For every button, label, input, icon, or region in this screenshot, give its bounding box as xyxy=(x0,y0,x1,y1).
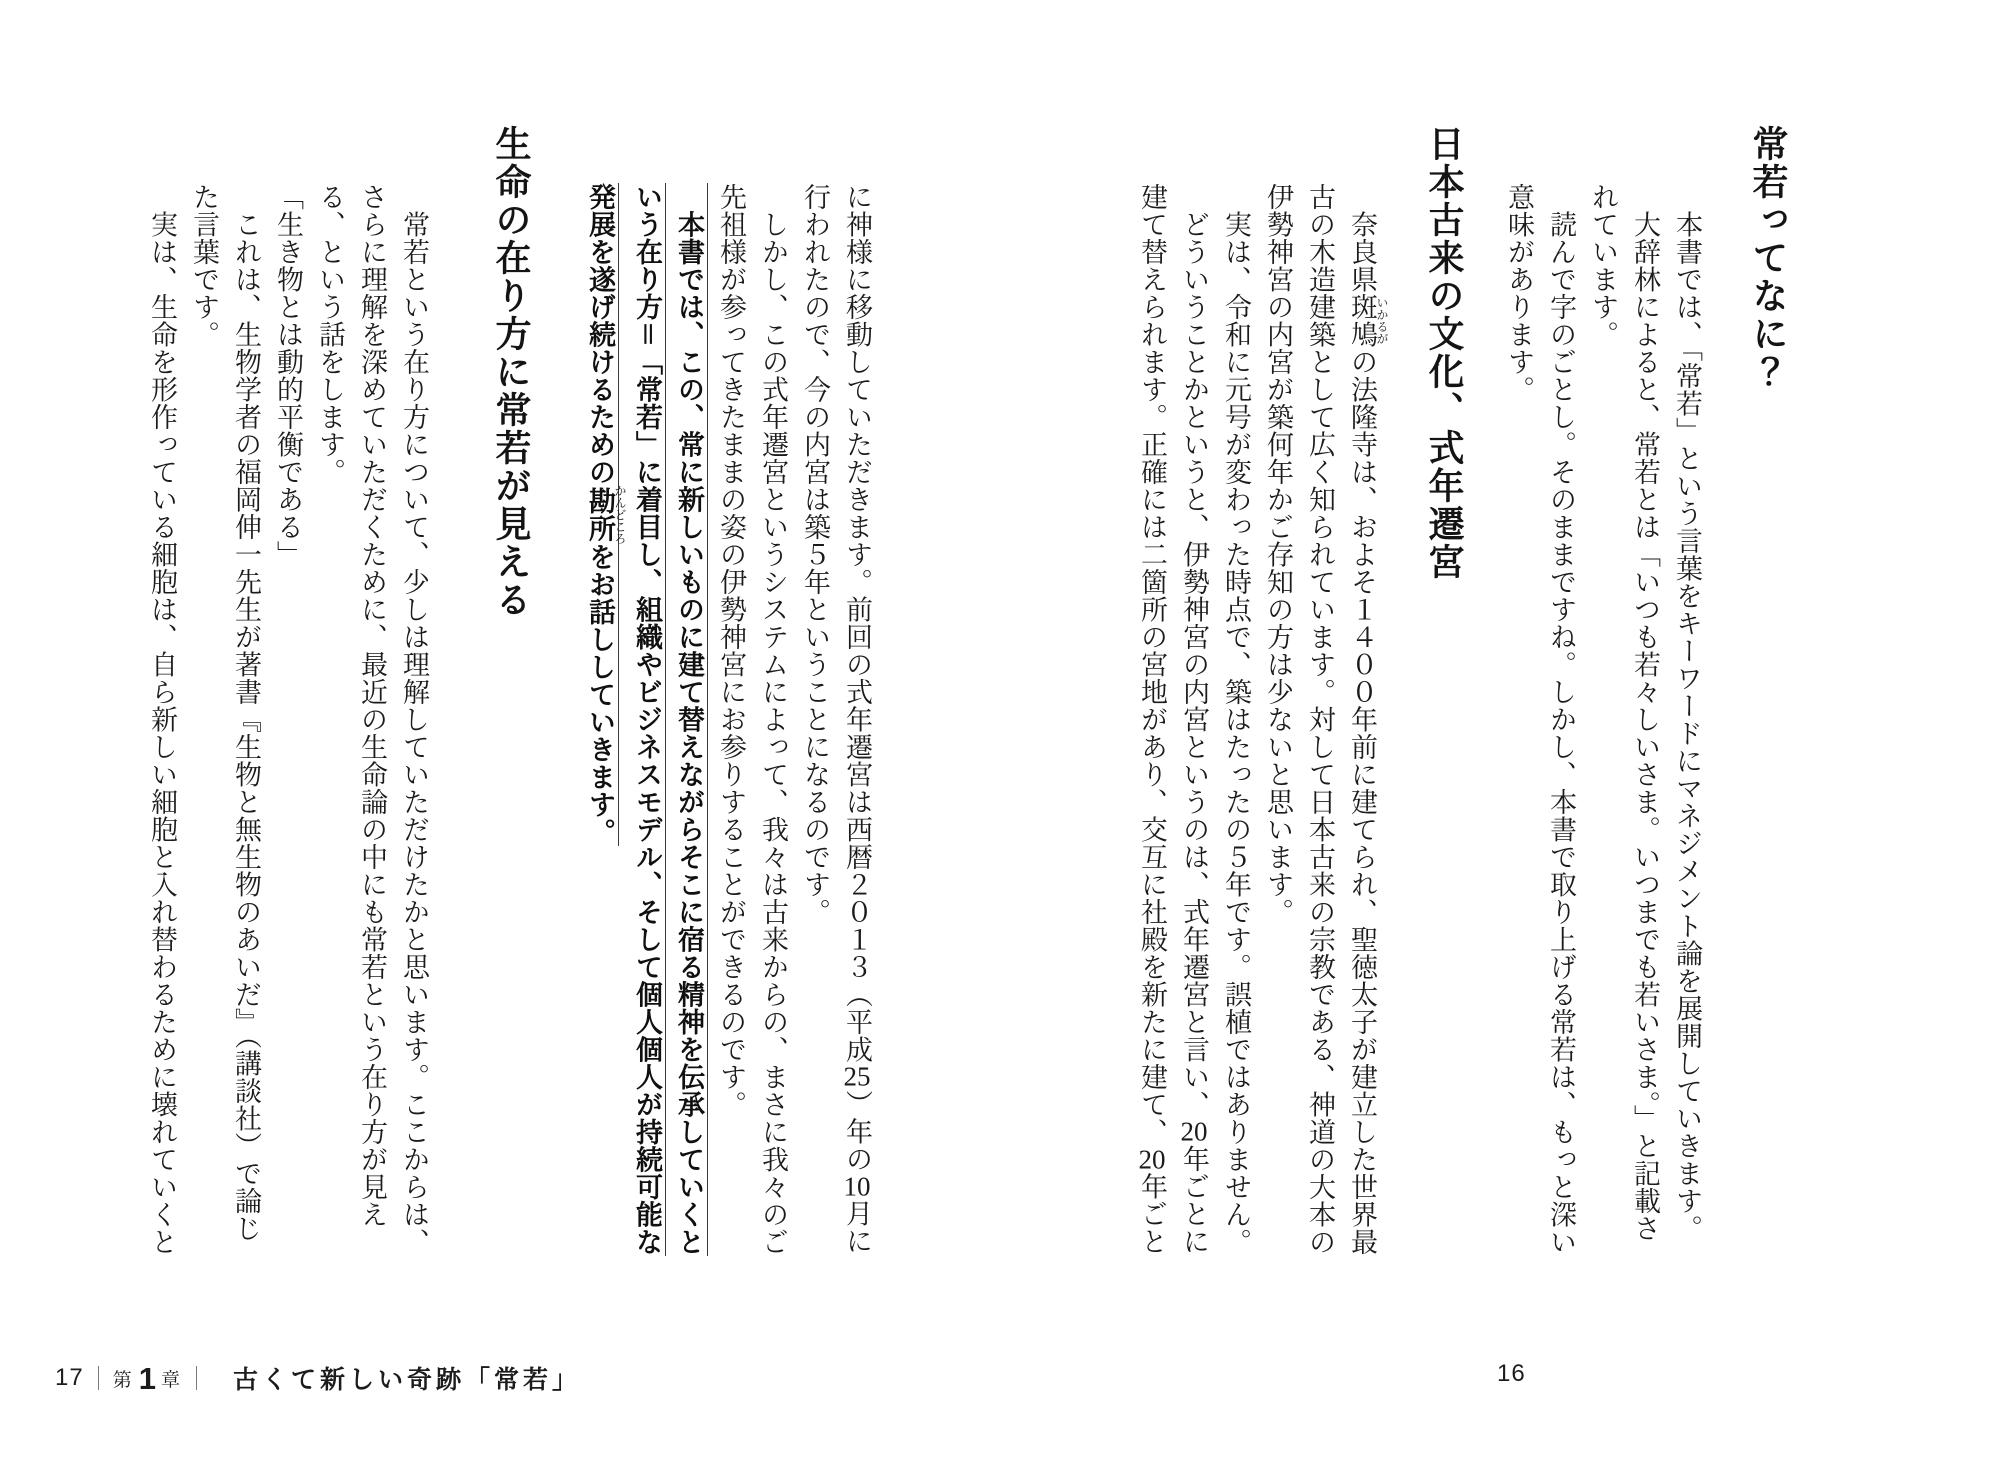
text-column: 先祖様が参ってきたままの姿の伊勢神宮にお参りすることができるのです。 xyxy=(716,183,746,1118)
text-column: 大辞林によると、常若とは「いつも若々しいさま。いつまでも若いさま。」と記載さ xyxy=(1630,183,1660,1242)
text-column: 建て替えられます。正確には二箇所の宮地があり、交互に社殿を新たに建て、20年ごと xyxy=(1137,183,1167,1255)
chapter-label-post: 章 xyxy=(160,1369,182,1391)
text-column: に神様に移動していただきます。前回の式年遷宮は西暦２０１３（平成25）年の10月に xyxy=(842,183,872,1255)
chapter-label-pre: 第 xyxy=(112,1369,134,1391)
text-column: どういうことかというと、伊勢神宮の内宮というのは、式年遷宮と言い、20年ごとに xyxy=(1179,183,1209,1255)
footer-divider xyxy=(196,1366,197,1390)
text-column: 伊勢神宮の内宮が築何年かご存知の方は少ないと思います。 xyxy=(1263,183,1293,926)
text-section-seimei xyxy=(141,183,435,1271)
page-number-left: 17 xyxy=(55,1364,84,1391)
page-right xyxy=(1131,125,1788,1275)
section-heading-tokowaka: 常若ってなに？ xyxy=(1748,125,1789,391)
footer-divider xyxy=(98,1366,99,1390)
text-column: 発展を遂げ続けるための勘所かんどころをお話ししていきます。 xyxy=(585,183,627,846)
text-column: 読んで字のごとし。そのままですね。しかし、本書で取り上げる常若は、もっと深い xyxy=(1546,183,1576,1256)
text-column: 実は、生命を形作っている細胞は、自ら新しい細胞と入れ替わるために壊れていくと xyxy=(147,183,177,1256)
text-column: いう在り方＝「常若」に着目し、組織やビジネスモデル、そして個人個人が持続可能な xyxy=(626,183,668,1271)
text-column: 実は、令和に元号が変わった時点で、築はたったの５年です。誤植ではありません。 xyxy=(1221,183,1251,1256)
text-column: 意味があります。 xyxy=(1504,183,1534,403)
text-column: これは、生物学者の福岡伸一先生が著書『生物と無生物のあいだ』（講談社）で論じ xyxy=(231,183,261,1242)
text-section-continuation xyxy=(579,183,878,1271)
text-column: 本書では、「常若」という言葉をキーワードにマネジメント論を展開していきます。 xyxy=(1672,183,1702,1242)
page-number-right: 16 xyxy=(1497,1360,1526,1387)
page-left xyxy=(141,125,878,1275)
text-column: た言葉です。 xyxy=(189,183,219,348)
text-section-shikinen xyxy=(1131,183,1388,1271)
text-column: 奈良県斑鳩いかるがの法隆寺は、およそ１４００年前に建てられ、聖徳太子が建立した世界最 xyxy=(1347,183,1389,1256)
chapter-title: 古くて新しい奇跡「常若」 xyxy=(232,1366,581,1394)
text-column: 常若という在り方について、少しは理解していただけたかと思います。ここからは、 xyxy=(399,183,429,1256)
chapter-number: 1 xyxy=(138,1360,156,1396)
text-column: れています。 xyxy=(1588,183,1618,348)
text-column: 行われたので、今の内宮は築５年ということになるのです。 xyxy=(800,183,830,926)
text-column: 「生き物とは動的平衡である」 xyxy=(273,183,303,568)
text-column: さらに理解を深めていただくために、最近の生命論の中にも常若という在り方が見え xyxy=(357,183,387,1228)
section-heading-shikinen: 日本古来の文化、式年遷宮 xyxy=(1424,125,1465,581)
text-section-intro xyxy=(1498,183,1708,1271)
text-column: る、という話をします。 xyxy=(315,183,345,486)
text-column: しかし、この式年遷宮というシステムによって、我々は古来からの、まさに我々のご xyxy=(758,183,788,1256)
section-heading-seimei: 生命の在り方に常若が見える xyxy=(491,125,532,619)
text-column: 本書では、この、常に新しいものに建て替えながらそこに宿る精神を伝承していくと xyxy=(668,183,710,1271)
text-column: 古の木造建築として広く知られています。対して日本古来の宗教である、神道の大本の xyxy=(1305,183,1335,1256)
footer-left xyxy=(55,1356,581,1400)
